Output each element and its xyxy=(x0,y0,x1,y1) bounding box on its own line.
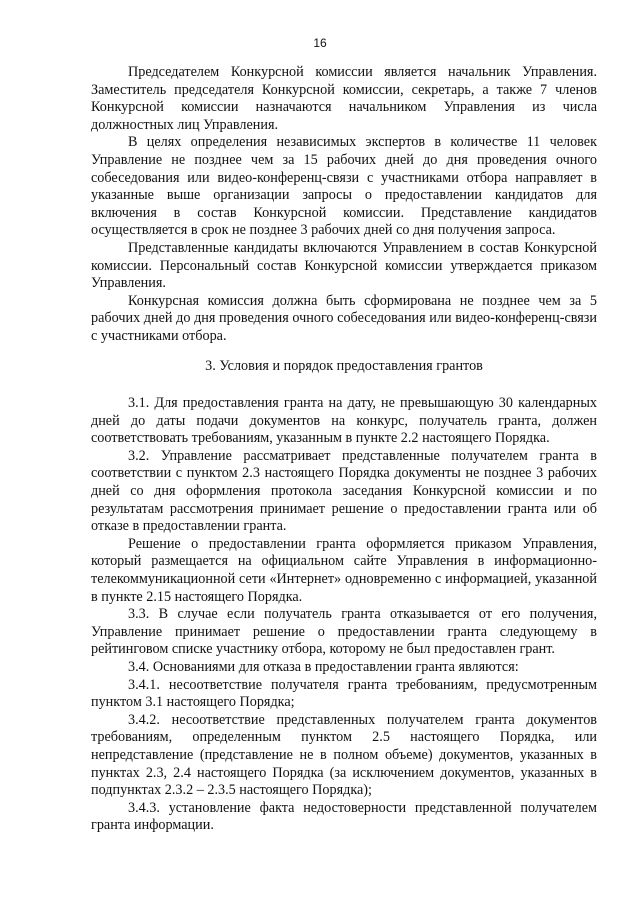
page-content xyxy=(91,64,597,835)
paragraph-independent-experts: В целях определения независимых экспертов в количестве 11 человек Управление не позднее чем за 15 рабочих дней до дня проведения очного собеседования или видео-конференц-связи с участниками отбора направляет в указанные выше организации запросы о предоставлении кандидатов для включения в состав Конкурсной комиссии. Представление кандидатов осуществляется в срок не позднее 3 рабочих дней со дня получения запроса. xyxy=(91,134,597,239)
paragraph-3-1: 3.1. Для предоставления гранта на дату, не превышающую 30 календарных дней до даты подачи документов на конкурс, получатель гранта, должен соответствовать требованиям, указанным в пункте 2.2 настоящего Порядка. xyxy=(91,395,597,447)
paragraph-commission-chair: Председателем Конкурсной комиссии является начальник Управления. Заместитель председателя Конкурсной комиссии, секретарь, а также 7 членов Конкурсной комиссии назначаются начальником Управления из числа должностных лиц Управления. xyxy=(91,64,597,133)
paragraph-3-4: 3.4. Основаниями для отказа в предоставлении гранта являются: xyxy=(128,659,519,675)
section-heading: 3. Условия и порядок предоставления грантов xyxy=(205,357,483,374)
paragraph-commission-formed: Конкурсная комиссия должна быть сформирована не позднее чем за 5 рабочих дней до дня проведения очного собеседования или видео-конференц-связи с участниками отбора. xyxy=(91,292,597,344)
paragraph-grant-decision: Решение о предоставлении гранта оформляется приказом Управления, который размещается на официальном сайте Управления в информационно-телекоммуникационной сети «Интернет» одновременно с информацией, указанной в пункте 2.15 настоящего Порядка. xyxy=(91,535,597,605)
paragraph-3-2: 3.2. Управление рассматривает представленные получателем гранта в соответствии с пунктом 2.3 настоящего Порядка документы не позднее 3 рабочих дней со дня оформления протокола заседания Конкурсной комиссии и по результатам рассмотрения принимает решение о предоставлении гранта или об отказе в предоставлении гранта. xyxy=(91,447,597,535)
page-number: 16 xyxy=(313,36,327,50)
paragraph-3-3: 3.3. В случае если получатель гранта отказывается от его получения, Управление принимает решение о предоставлении гранта следующему в рейтинговом списке участнику отбора, которому не был предоставлен грант. xyxy=(91,606,597,658)
paragraph-3-4-2: 3.4.2. несоответствие представленных получателем гранта документов требованиям, определенным пунктом 2.5 настоящего Порядка, или непредставление (представление не в полном объеме) документов, указанных в пунктах 2.3, 2.4 настоящего Порядка (за исключением документов, указанных в подпунктах 2.3.2 – 2.3.5 настоящего Порядка); xyxy=(91,711,597,799)
paragraph-3-4-1: 3.4.1. несоответствие получателя гранта требованиям, предусмотренным пунктом 3.1 настоящего Порядка; xyxy=(91,676,597,711)
paragraph-candidates-included: Представленные кандидаты включаются Управлением в состав Конкурсной комиссии. Персональный состав Конкурсной комиссии утверждается приказом Управления. xyxy=(91,239,597,292)
paragraph-3-4-3: 3.4.3. установление факта недостоверности представленной получателем гранта информации. xyxy=(91,799,597,834)
